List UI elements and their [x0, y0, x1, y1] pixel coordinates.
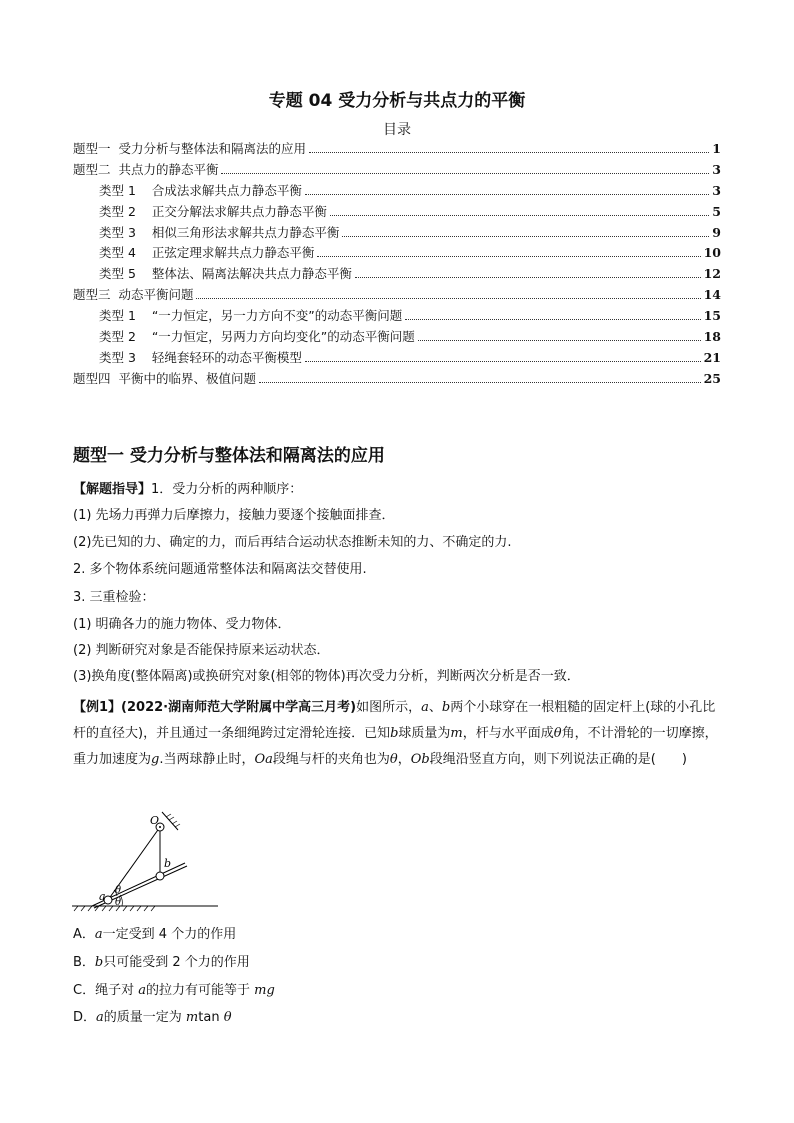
toc-entry-label: 类型 2 正交分解法求解共点力静态平衡: [99, 203, 327, 219]
toc-entry-page: 1: [712, 141, 721, 156]
guide-line: 2. 多个物体系统问题通常整体法和隔离法交替使用.: [73, 562, 367, 577]
toc-leader-dots: [405, 319, 700, 320]
toc-entry-label: 类型 1 合成法求解共点力静态平衡: [99, 182, 302, 198]
toc-entry[interactable]: [73, 348, 721, 369]
guide-line: [73, 481, 723, 499]
toc-entry[interactable]: [73, 181, 721, 202]
option-b[interactable]: B．b只可能受到 2 个力的作用: [73, 955, 250, 970]
toc-entry-label: 类型 1 “一力恒定，另一力方向不变”的动态平衡问题: [99, 308, 403, 324]
label-b: b: [164, 857, 172, 870]
toc-leader-dots: [330, 215, 709, 216]
toc-entry-label: 题型四 平衡中的临界、极值问题: [73, 370, 256, 386]
math-variable: θ: [553, 726, 562, 741]
toc-entry-label: 类型 4 正弦定理求解共点力静态平衡: [99, 245, 315, 261]
math-variable: b: [390, 726, 399, 741]
toc-leader-dots: [305, 194, 709, 195]
toc-entry[interactable]: [73, 306, 721, 327]
option-d[interactable]: D．a的质量一定为 mtan θ: [73, 1010, 232, 1025]
toc-entry-page: 18: [703, 329, 721, 345]
guide-line: 3. 三重检验：: [73, 590, 155, 605]
toc-entry[interactable]: [73, 369, 721, 390]
guide-text: 1．受力分析的两种顺序：: [151, 482, 303, 497]
example-question: [73, 695, 723, 773]
toc-leader-dots: [418, 340, 701, 341]
toc-leader-dots: [196, 298, 700, 299]
toc-entry-page: 25: [703, 370, 721, 386]
example-text-run: 两个小球穿在一根粗糙的固定杆上(球的小孔比杆的直径大)，并且通过一条细绳跨过定滑轮连接．已知: [73, 700, 716, 741]
toc-entry-label: 题型二 共点力的静态平衡: [73, 161, 219, 177]
toc-leader-dots: [259, 382, 701, 383]
toc-entry-label: 类型 2 “一力恒定，另两力方向均变化”的动态平衡问题: [99, 329, 415, 345]
guide-line: (1) 明确各力的施力物体、受力物体．: [73, 617, 291, 632]
toc-leader-dots: [221, 173, 709, 174]
toc-leader-dots: [305, 361, 701, 362]
math-variable: Ob: [410, 752, 430, 767]
example-source: (2022·湖南师范大学附属中学高三月考): [121, 700, 357, 715]
toc-entry-label: 类型 3 相似三角形法求解共点力静态平衡: [99, 224, 340, 240]
section-heading: 题型一 受力分析与整体法和隔离法的应用: [73, 446, 385, 466]
guide-line: (2) 判断研究对象是否能保持原来运动状态．: [73, 643, 330, 658]
math-variable: θ: [389, 752, 398, 767]
toc-entry[interactable]: [73, 264, 721, 285]
guide-line: (2)先已知的力、确定的力，而后再结合运动状态推断未知的力、不确定的力.: [73, 535, 512, 550]
document-title: 专题 04 受力分析与共点力的平衡: [268, 91, 526, 111]
toc-entry-label: 题型一 受力分析与整体法和隔离法的应用: [73, 141, 306, 156]
toc-entry-page: 15: [703, 308, 721, 324]
toc-entry-page: 10: [703, 245, 721, 261]
option-c[interactable]: C．绳子对 a的拉力有可能等于 mg: [73, 983, 275, 998]
example-tag: 【例1】: [73, 700, 122, 715]
toc-leader-dots: [342, 236, 709, 237]
guide-label: 【解题指导】: [73, 482, 152, 497]
toc-entry-page: 14: [703, 287, 721, 303]
toc-entry[interactable]: [73, 327, 721, 348]
example-text-run: .当两球静止时，: [159, 752, 255, 767]
example-text-run: 如图所示，: [356, 700, 422, 715]
guide-line: (3)换角度(整体隔离)或换研究对象(相邻的物体)再次受力分析，判断两次分析是否一致．: [73, 669, 580, 684]
toc-entry[interactable]: [73, 243, 721, 264]
toc-entry-label: 题型三 动态平衡问题: [73, 287, 194, 303]
toc-entry-page: 3: [712, 161, 721, 177]
pulley-axle: [159, 826, 161, 828]
toc-entry-page: 5: [712, 203, 721, 219]
example-text-run: ，: [397, 752, 411, 767]
toc-entry[interactable]: [73, 202, 721, 223]
example-text-run: 角，不计滑轮的一切摩擦，重力加速度为: [73, 726, 718, 767]
toc-entry-page: 21: [703, 349, 721, 365]
toc-entry[interactable]: [73, 285, 721, 306]
toc-entry-label: 类型 5 整体法、隔离法解决共点力静态平衡: [99, 266, 352, 282]
toc-entry-page: 12: [703, 266, 721, 282]
toc-leader-dots: [309, 152, 709, 153]
toc-entry[interactable]: [73, 160, 721, 181]
toc-entry[interactable]: [73, 139, 721, 160]
toc-heading: 目录: [383, 122, 411, 138]
math-variable: Oa: [254, 752, 273, 767]
toc-leader-dots: [355, 277, 701, 278]
label-theta-ground: θ: [115, 897, 122, 908]
option-a[interactable]: A．a一定受到 4 个力的作用: [73, 927, 237, 942]
label-a: a: [99, 890, 106, 903]
label-theta-string: θ: [115, 885, 122, 896]
example-text-run: 段绳沿竖直方向，则下列说法正确的是( ): [429, 752, 687, 767]
math-variable: m: [450, 726, 463, 741]
math-variable: a: [421, 700, 429, 715]
example-text-run: ，杆与水平面成: [462, 726, 554, 741]
physics-diagram: [70, 810, 220, 916]
example-text-run: 球质量为: [398, 726, 451, 741]
label-o: O: [150, 814, 160, 827]
example-text-run: 段绳与杆的夹角也为: [272, 752, 390, 767]
guide-line: (1) 先场力再弹力后摩擦力，接触力要逐个接触面排查．: [73, 508, 395, 523]
example-text-run: 、: [428, 700, 442, 715]
toc-entry[interactable]: [73, 223, 721, 244]
table-of-contents: [73, 139, 721, 390]
toc-entry-page: 9: [712, 224, 721, 240]
toc-leader-dots: [317, 256, 700, 257]
ball-b: [156, 872, 164, 880]
math-variable: g: [151, 752, 160, 767]
toc-entry-page: 3: [712, 182, 721, 198]
toc-entry-label: 类型 3 轻绳套轻环的动态平衡模型: [99, 349, 302, 365]
math-variable: b: [441, 700, 451, 715]
